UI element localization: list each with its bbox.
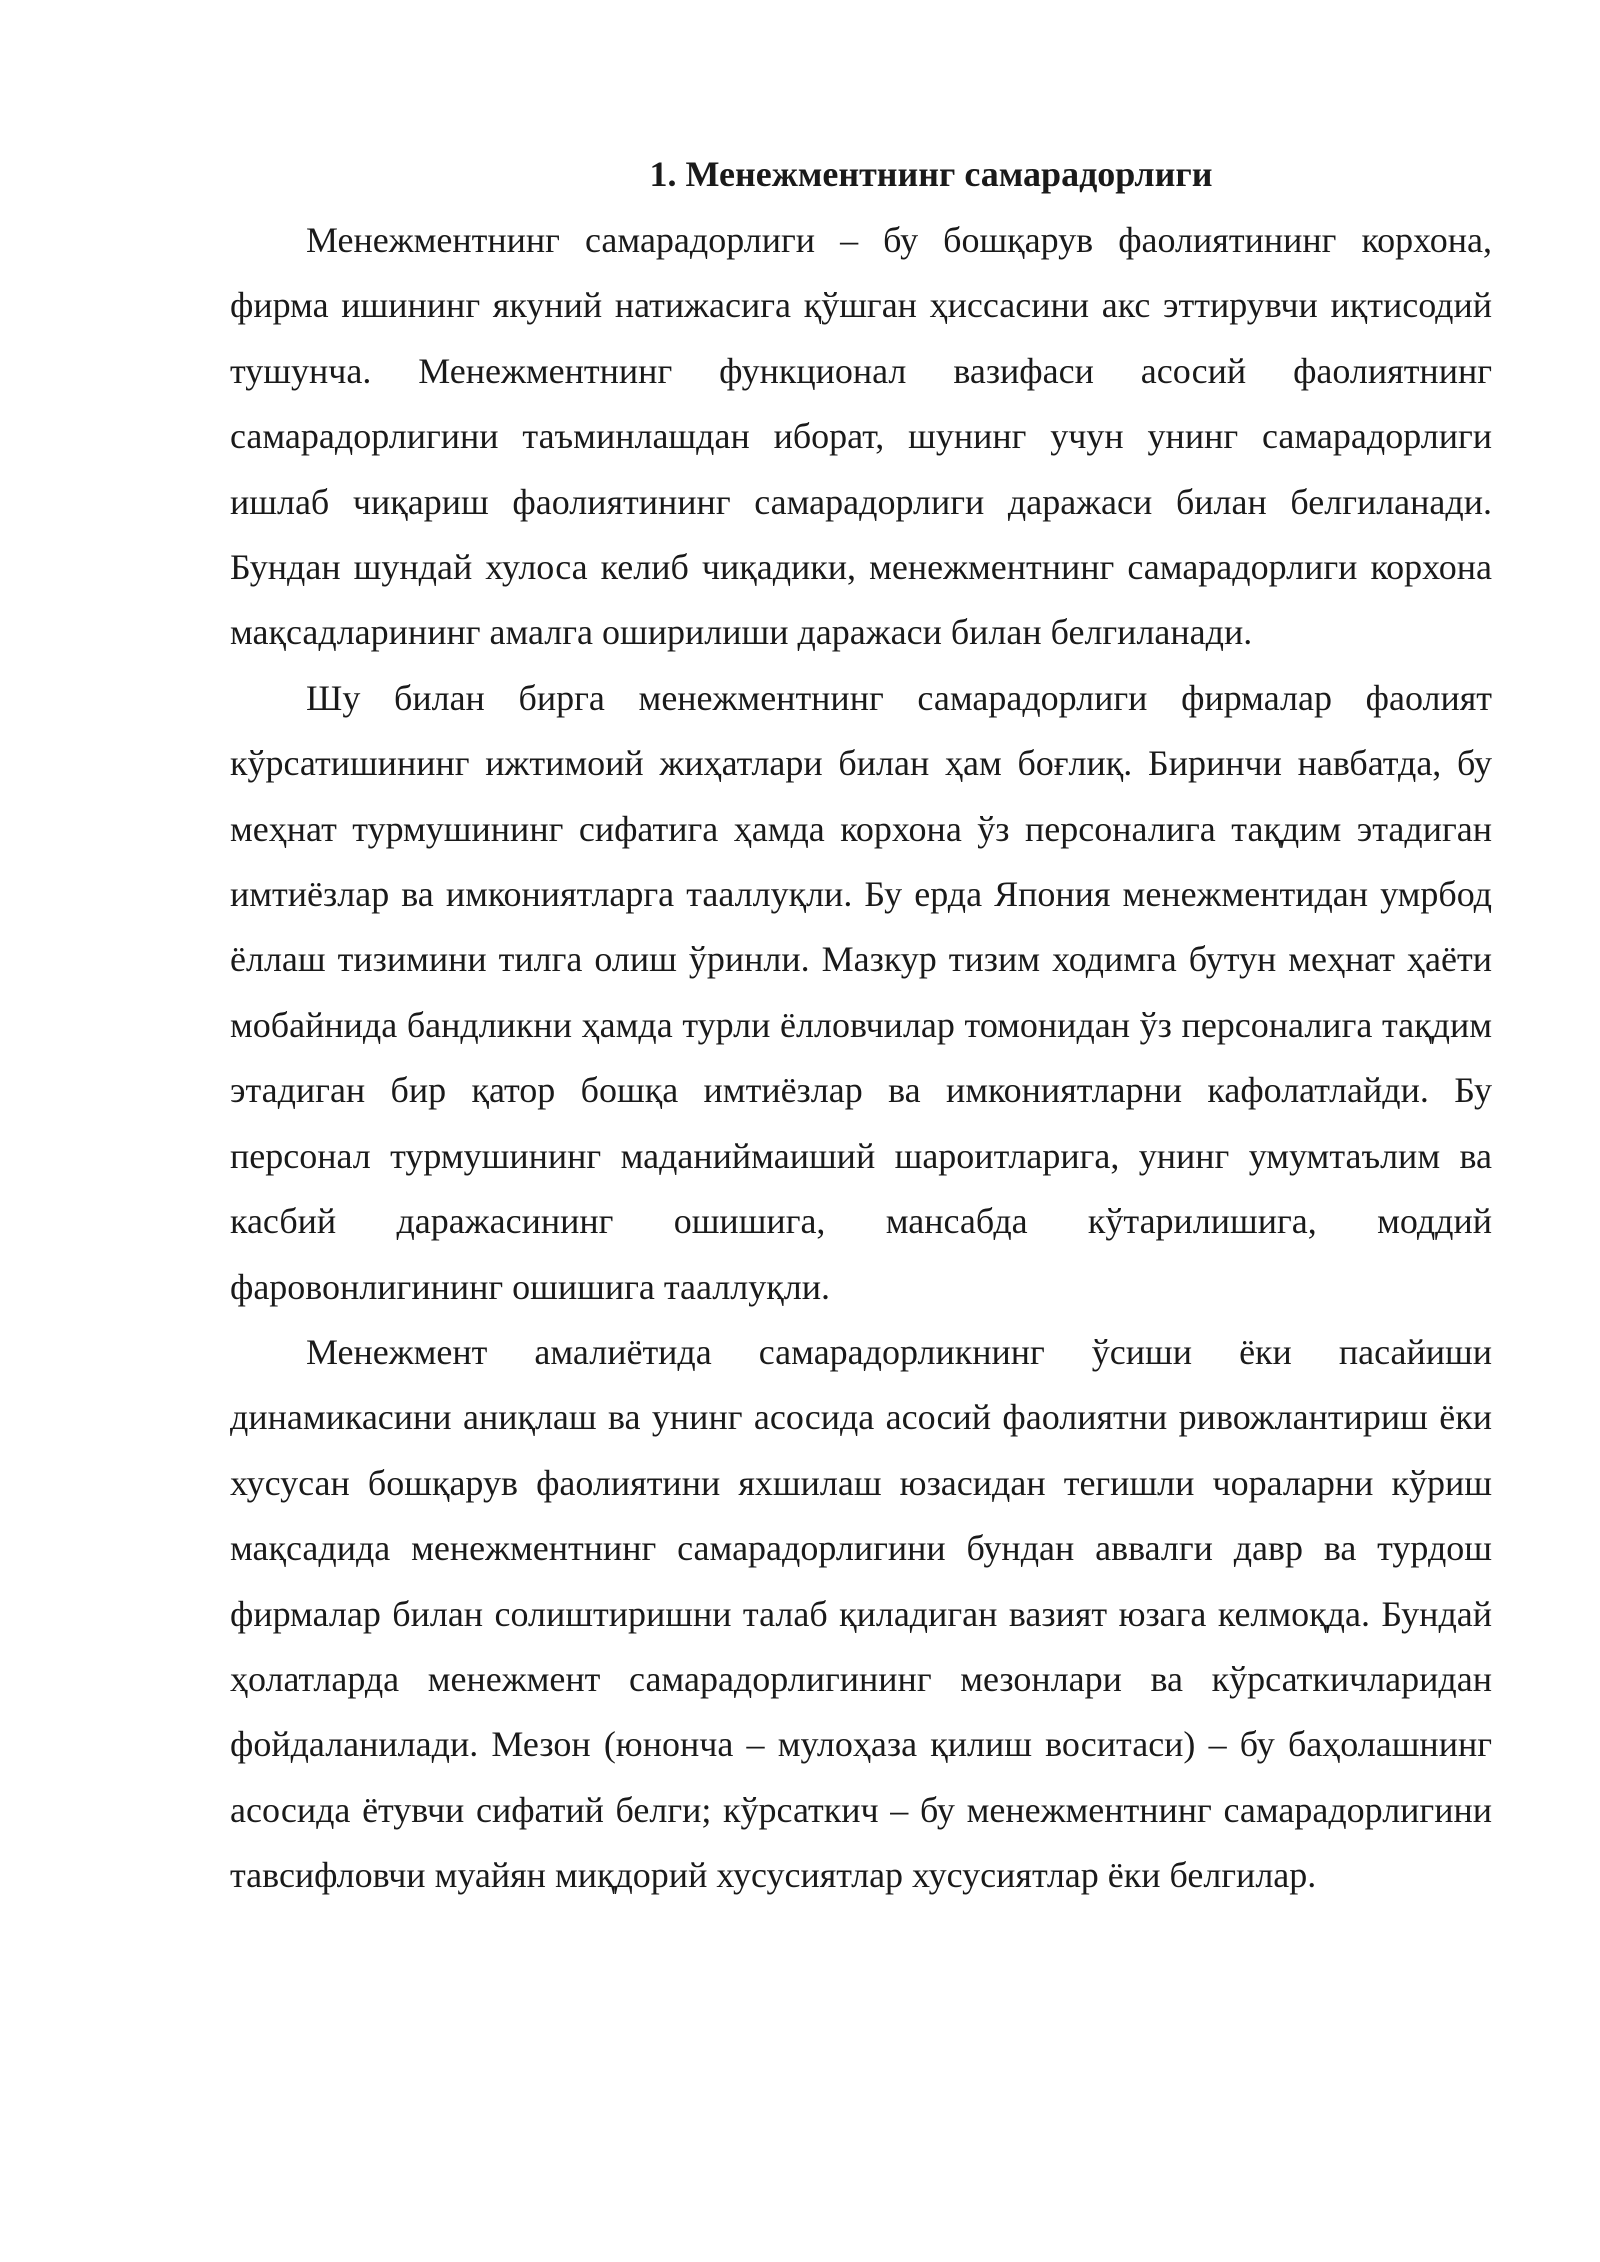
section-heading: 1. Менежментнинг самарадорлиги bbox=[649, 154, 1213, 194]
paragraph-3: Менежмент амалиётида самарадорликнинг ўсиши ёки пасайиши динамикасини аниқлаш ва унинг асосида асосий фаолиятни ривожлантириш ёки хусусан бошқарув фаолиятини яхшилаш юзасидан тегишли чораларни кўриш мақсадида менежментнинг самарадорлигини бундан аввалги давр ва турдош фирмалар билан солиштиришни талаб қиладиган вазият юзага келмоқда. Бундай ҳолатларда менежмент самарадорлигининг мезонлари ва кўрсаткичларидан фойдаланилади. Мезон (юнонча – мулоҳаза қилиш воситаси) – бу баҳолашнинг асосида ётувчи сифатий белги; кўрсаткич – бу менежментнинг самарадорлигини тавсифловчи муайян миқдорий хусусиятлар хусусиятлар ёки белгилар. bbox=[230, 1331, 1492, 1896]
paragraph-1: Менежментнинг самарадорлиги – бу бошқарув фаолиятининг корхона, фирма ишининг якуний натижасига қўшган ҳиссасини акс эттирувчи иқтисодий тушунча. Менежментнинг функционал вазифаси асосий фаолиятнинг самарадорлигини таъминлашдан иборат, шунинг учун унинг самарадорлиги ишлаб чиқариш фаолиятининг самарадорлиги даражаси билан белгиланади. Бундан шундай хулоса келиб чиқадики, менежментнинг самарадорлиги корхона мақсадларининг амалга оширилиши даражаси билан белгиланади. bbox=[230, 220, 1492, 653]
paragraph-2: Шу билан бирга менежментнинг самарадорлиги фирмалар фаолият кўрсатишининг ижтимоий жиҳатлари билан ҳам боғлиқ. Биринчи навбатда, бу меҳнат турмушининг сифатига ҳамда корхона ўз персоналига тақдим этадиган имтиёзлар ва имкониятларга тааллуқли. Бу ерда Япония менежментидан умрбод ёллаш тизимини тилга олиш ўринли. Мазкур тизим ходимга бутун меҳнат ҳаёти мобайнида бандликни ҳамда турли ёлловчилар томонидан ўз персоналига тақдим этадиган бир қатор бошқа имтиёзлар ва имкониятларни кафолатлайди. Бу персонал турмушининг маданиймаиший шароитларига, унинг умумтаълим ва касбий даражасининг ошишига, мансабда кўтарилишига, моддий фаровонлигининг ошишига тааллуқли. bbox=[230, 677, 1492, 1307]
document-body bbox=[230, 140, 1492, 1909]
